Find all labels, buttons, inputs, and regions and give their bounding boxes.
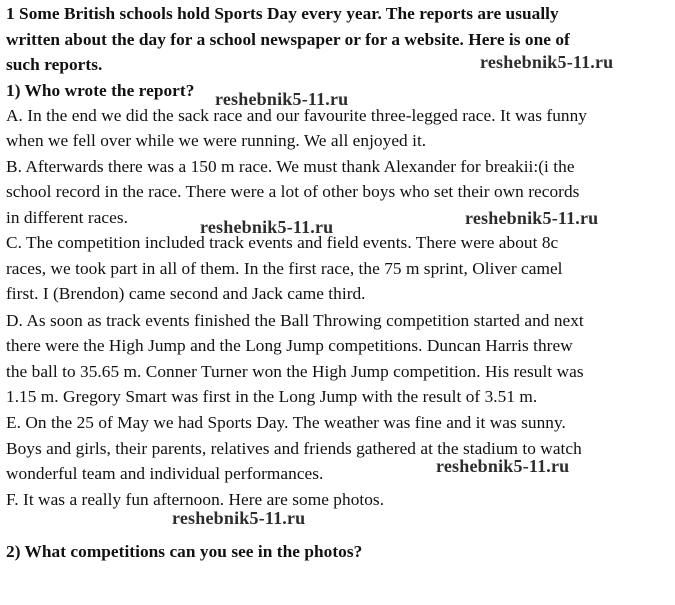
paragraph-a-line-2: when we fell over while we were running. We all enjoyed it. (6, 131, 427, 150)
watermark: reshebnik5-11.ru (172, 508, 306, 528)
watermark: reshebnik5-11.ru (200, 217, 334, 237)
paragraph-d-line-3: the ball to 35.65 m. Conner Turner won the High Jump competition. His result was (6, 362, 584, 381)
paragraph-d-line-4: 1.15 m. Gregory Smart was first in the Long Jump with the result of 3.51 m. (6, 387, 538, 406)
watermark: reshebnik5-11.ru (215, 89, 349, 109)
paragraph-e-line-2: Boys and girls, their parents, relatives and friends gathered at the stadium to watch (6, 439, 582, 458)
paragraph-e-line-1: E. On the 25 of May we had Sports Day. The weather was fine and it was sunny. (6, 413, 566, 432)
watermark: reshebnik5-11.ru (480, 52, 614, 72)
task1-question: 1) Who wrote the report? (6, 81, 195, 100)
task2-question: 2) What competitions can you see in the photos? (6, 542, 363, 561)
paragraph-c-line-3: first. I (Brendon) came second and Jack came third. (6, 284, 366, 303)
paragraph-c-line-2: races, we took part in all of them. In the first race, the 75 m sprint, Oliver camel (6, 259, 563, 278)
paragraph-a-line-1: A. In the end we did the sack race and our favourite three-legged race. It was funny (6, 106, 587, 125)
paragraph-d-line-1: D. As soon as track events finished the Ball Throwing competition started and next (6, 311, 584, 330)
paragraph-d-line-2: there were the High Jump and the Long Jump competitions. Duncan Harris threw (6, 336, 573, 355)
task1-intro-line-3: such reports. (6, 55, 103, 74)
watermark: reshebnik5-11.ru (465, 208, 599, 228)
paragraph-e-line-3: wonderful team and individual performances. (6, 464, 324, 483)
paragraph-c-line-1: C. The competition included track events and field events. There were about 8c (6, 233, 559, 252)
task1-intro-line-2: written about the day for a school newspaper or for a website. Here is one of (6, 30, 570, 49)
watermark: reshebnik5-11.ru (436, 456, 570, 476)
task1-intro-line-1: 1 Some British schools hold Sports Day every year. The reports are usually (6, 4, 559, 23)
paragraph-f-line-1: F. It was a really fun afternoon. Here are some photos. (6, 490, 385, 509)
paragraph-b-line-1: B. Afterwards there was a 150 m race. We must thank Alexander for breakii:(i the (6, 157, 575, 176)
paragraph-b-line-3: in different races. (6, 208, 129, 227)
paragraph-b-line-2: school record in the race. There were a lot of other boys who set their own records (6, 182, 580, 201)
